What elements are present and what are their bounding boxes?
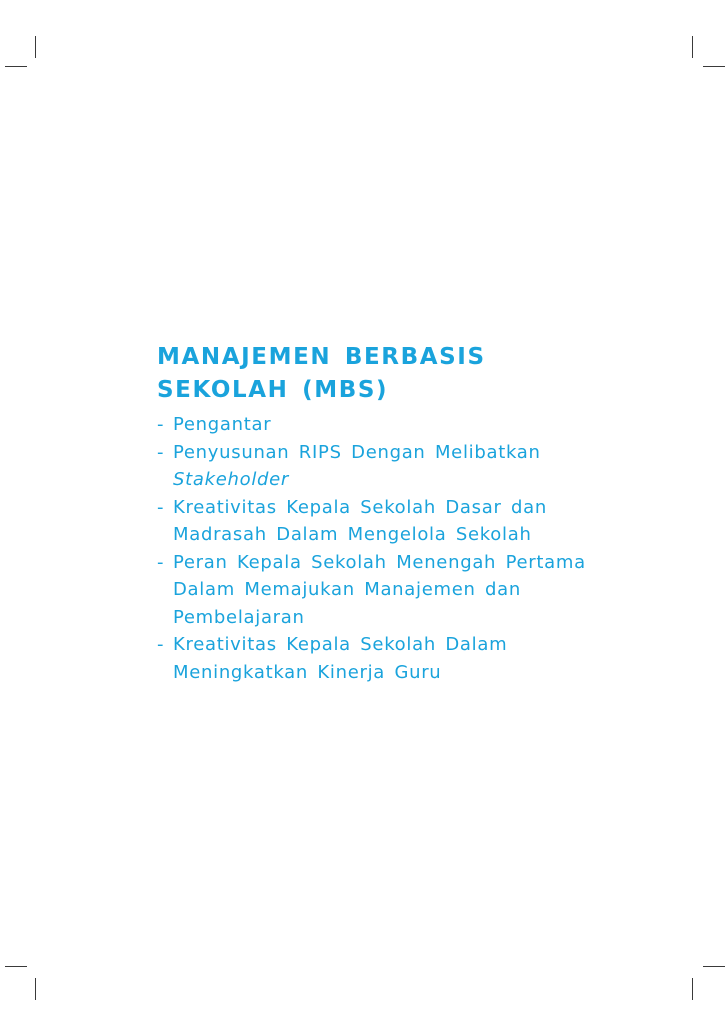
contents-block bbox=[157, 341, 627, 686]
crop-mark-bottom-left-h bbox=[5, 966, 27, 967]
topic-line: Meningkatkan Kinerja Guru bbox=[173, 661, 442, 683]
bullet-dash: - bbox=[157, 551, 165, 573]
topic-item bbox=[157, 631, 627, 686]
bullet-dash: - bbox=[157, 496, 165, 518]
bullet-dash: - bbox=[157, 414, 165, 435]
topic-item bbox=[157, 411, 627, 439]
topic-line: Kreativitas Kepala Sekolah Dasar dan bbox=[173, 496, 547, 518]
topic-line: Dalam Memajukan Manajemen dan bbox=[173, 579, 522, 600]
crop-mark-bottom-right-h bbox=[703, 966, 725, 967]
section-title bbox=[157, 341, 627, 407]
topic-list bbox=[157, 411, 627, 686]
section-title-line-1: MANAJEMEN BERBASIS bbox=[157, 344, 486, 370]
crop-mark-top-left-v bbox=[35, 36, 36, 58]
section-title-line-2: SEKOLAH (MBS) bbox=[157, 377, 389, 403]
bullet-dash: - bbox=[157, 441, 165, 463]
topic-line-italic: Stakeholder bbox=[173, 469, 290, 490]
topic-item bbox=[157, 439, 627, 494]
topic-line: Peran Kepala Sekolah Menengah Pertama bbox=[173, 551, 586, 573]
topic-line: Penyusunan RIPS Dengan Melibatkan bbox=[173, 441, 541, 463]
topic-item bbox=[157, 494, 627, 549]
crop-mark-bottom-right-v bbox=[692, 978, 693, 1000]
crop-mark-top-left-h bbox=[5, 66, 27, 67]
topic-line: Pengantar bbox=[173, 414, 272, 435]
topic-line: Kreativitas Kepala Sekolah Dalam bbox=[173, 634, 508, 655]
crop-mark-top-right-h bbox=[703, 66, 725, 67]
crop-mark-top-right-v bbox=[692, 36, 693, 58]
topic-line: Madrasah Dalam Mengelola Sekolah bbox=[173, 524, 532, 545]
topic-line: Pembelajaran bbox=[173, 606, 305, 628]
crop-mark-bottom-left-v bbox=[35, 978, 36, 1000]
bullet-dash: - bbox=[157, 634, 165, 655]
topic-item bbox=[157, 549, 627, 632]
